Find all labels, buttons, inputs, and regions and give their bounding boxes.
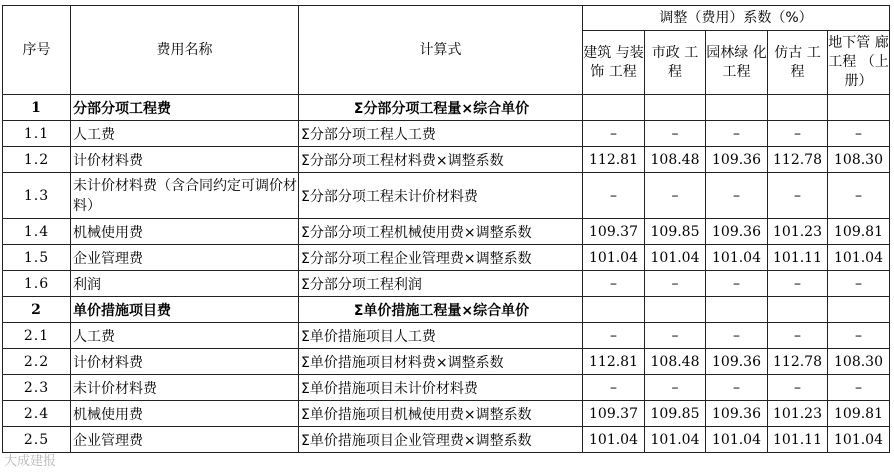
row-coef-value: 108.30 xyxy=(828,349,890,375)
row-coef-value: 109.81 xyxy=(828,219,890,245)
fee-adjustment-table xyxy=(2,5,890,453)
row-coef-value: – xyxy=(768,121,828,147)
row-seq: 2.2 xyxy=(3,349,71,375)
row-formula: Σ单价措施项目企业管理费×调整系数 xyxy=(299,427,583,453)
table-row xyxy=(3,349,890,375)
row-seq: 2.1 xyxy=(3,323,71,349)
row-coef-value: 101.23 xyxy=(768,401,828,427)
row-seq: 2.4 xyxy=(3,401,71,427)
row-seq: 1.6 xyxy=(3,271,71,297)
row-coef-value: – xyxy=(828,323,890,349)
row-coef-value: – xyxy=(828,173,890,219)
row-coef-value: 109.81 xyxy=(828,401,890,427)
row-coef-value: – xyxy=(583,121,645,147)
table-row xyxy=(3,219,890,245)
row-seq: 2 xyxy=(3,297,71,323)
header-formula: 计算式 xyxy=(299,6,583,95)
row-coef-value xyxy=(583,297,645,323)
row-coef-value: – xyxy=(768,323,828,349)
row-coef-value: 109.36 xyxy=(706,147,768,173)
row-fee-name: 计价材料费 xyxy=(71,349,299,375)
row-formula: Σ分部分项工程机械使用费×调整系数 xyxy=(299,219,583,245)
row-formula: Σ单价措施项目未计价材料费 xyxy=(299,375,583,401)
table-row xyxy=(3,375,890,401)
row-coef-value xyxy=(583,95,645,121)
row-coef-value: – xyxy=(706,375,768,401)
row-coef-value xyxy=(645,95,706,121)
row-coef-value: 112.78 xyxy=(768,349,828,375)
row-coef-value: 101.04 xyxy=(706,245,768,271)
row-coef-value: 112.78 xyxy=(768,147,828,173)
row-coef-value: 108.48 xyxy=(645,147,706,173)
row-coef-value: – xyxy=(706,173,768,219)
row-fee-name: 机械使用费 xyxy=(71,401,299,427)
row-seq: 2.5 xyxy=(3,427,71,453)
row-coef-value: – xyxy=(583,375,645,401)
row-coef-value: 101.04 xyxy=(706,427,768,453)
row-coef-value: 101.11 xyxy=(768,245,828,271)
row-fee-name: 单价措施项目费 xyxy=(71,297,299,323)
row-coef-value: 112.81 xyxy=(583,349,645,375)
table-body xyxy=(3,95,890,453)
header-col-building: 建筑 与装饰 工程 xyxy=(583,31,645,95)
row-formula: Σ分部分项工程未计价材料费 xyxy=(299,173,583,219)
row-coef-value: – xyxy=(583,271,645,297)
row-coef-value: 101.04 xyxy=(645,427,706,453)
row-fee-name: 利润 xyxy=(71,271,299,297)
row-coef-value: – xyxy=(706,271,768,297)
row-coef-value: 109.37 xyxy=(583,401,645,427)
row-coef-value: – xyxy=(768,271,828,297)
row-formula: Σ单价措施项目材料费×调整系数 xyxy=(299,349,583,375)
row-formula: Σ分部分项工程材料费×调整系数 xyxy=(299,147,583,173)
row-coef-value xyxy=(828,297,890,323)
row-fee-name: 人工费 xyxy=(71,323,299,349)
table-row xyxy=(3,147,890,173)
row-coef-value: – xyxy=(645,173,706,219)
row-coef-value: – xyxy=(828,375,890,401)
header-col-municipal: 市政 工程 xyxy=(645,31,706,95)
row-coef-value: 109.36 xyxy=(706,349,768,375)
row-coef-value: 108.48 xyxy=(645,349,706,375)
row-coef-value: – xyxy=(768,173,828,219)
row-coef-value: – xyxy=(645,375,706,401)
watermark: 大成建报 xyxy=(4,454,57,469)
row-coef-value: – xyxy=(645,323,706,349)
row-coef-value: – xyxy=(706,121,768,147)
row-coef-value: 101.04 xyxy=(645,245,706,271)
row-fee-name: 未计价材料费 xyxy=(71,375,299,401)
row-coef-value: 109.85 xyxy=(645,401,706,427)
row-coef-value: 109.36 xyxy=(706,401,768,427)
row-seq: 1.1 xyxy=(3,121,71,147)
row-fee-name: 人工费 xyxy=(71,121,299,147)
row-fee-name: 企业管理费 xyxy=(71,245,299,271)
row-coef-value: 101.23 xyxy=(768,219,828,245)
row-coef-value: – xyxy=(645,271,706,297)
row-formula: Σ分部分项工程利润 xyxy=(299,271,583,297)
row-coef-value: – xyxy=(645,121,706,147)
row-coef-value: 109.37 xyxy=(583,219,645,245)
row-coef-value xyxy=(828,95,890,121)
row-coef-value xyxy=(768,95,828,121)
row-coef-value: 101.04 xyxy=(583,427,645,453)
row-seq: 1 xyxy=(3,95,71,121)
row-seq: 2.3 xyxy=(3,375,71,401)
row-coef-value: 101.04 xyxy=(828,245,890,271)
header-col-utility-tunnel: 地下管 廊工程 （上册） xyxy=(828,31,890,95)
section-row xyxy=(3,297,890,323)
row-coef-value xyxy=(706,297,768,323)
row-coef-value: – xyxy=(583,323,645,349)
row-fee-name: 未计价材料费（含合同约定可调价材料） xyxy=(71,173,299,219)
header-coef-group: 调整（费用）系数（%） xyxy=(583,6,890,31)
section-row xyxy=(3,95,890,121)
row-coef-value xyxy=(768,297,828,323)
header-fee-name: 费用名称 xyxy=(71,6,299,95)
row-formula: Σ单价措施项目人工费 xyxy=(299,323,583,349)
table-row xyxy=(3,173,890,219)
row-coef-value: 109.36 xyxy=(706,219,768,245)
row-formula: Σ分部分项工程量×综合单价 xyxy=(299,95,583,121)
row-coef-value: – xyxy=(828,121,890,147)
row-formula: Σ分部分项工程人工费 xyxy=(299,121,583,147)
row-seq: 1.3 xyxy=(3,173,71,219)
row-coef-value: 108.30 xyxy=(828,147,890,173)
row-coef-value: – xyxy=(706,323,768,349)
header-col-antique: 仿古 工程 xyxy=(768,31,828,95)
row-coef-value: 101.04 xyxy=(828,427,890,453)
table-row xyxy=(3,271,890,297)
row-fee-name: 分部分项工程费 xyxy=(71,95,299,121)
table-row xyxy=(3,427,890,453)
table-row xyxy=(3,121,890,147)
row-coef-value: 109.85 xyxy=(645,219,706,245)
row-coef-value xyxy=(645,297,706,323)
row-coef-value: – xyxy=(828,271,890,297)
row-coef-value: 101.04 xyxy=(583,245,645,271)
row-coef-value: 112.81 xyxy=(583,147,645,173)
header-col-landscape: 园林绿 化工程 xyxy=(706,31,768,95)
row-coef-value: 101.11 xyxy=(768,427,828,453)
row-coef-value xyxy=(706,95,768,121)
row-coef-value: – xyxy=(583,173,645,219)
row-formula: Σ单价措施工程量×综合单价 xyxy=(299,297,583,323)
row-fee-name: 机械使用费 xyxy=(71,219,299,245)
row-formula: Σ单价措施项目机械使用费×调整系数 xyxy=(299,401,583,427)
row-fee-name: 计价材料费 xyxy=(71,147,299,173)
header-seq: 序号 xyxy=(3,6,71,95)
row-seq: 1.2 xyxy=(3,147,71,173)
row-seq: 1.5 xyxy=(3,245,71,271)
table-row xyxy=(3,401,890,427)
row-coef-value: – xyxy=(768,375,828,401)
table-row xyxy=(3,245,890,271)
row-seq: 1.4 xyxy=(3,219,71,245)
table-row xyxy=(3,323,890,349)
row-fee-name: 企业管理费 xyxy=(71,427,299,453)
row-formula: Σ分部分项工程企业管理费×调整系数 xyxy=(299,245,583,271)
